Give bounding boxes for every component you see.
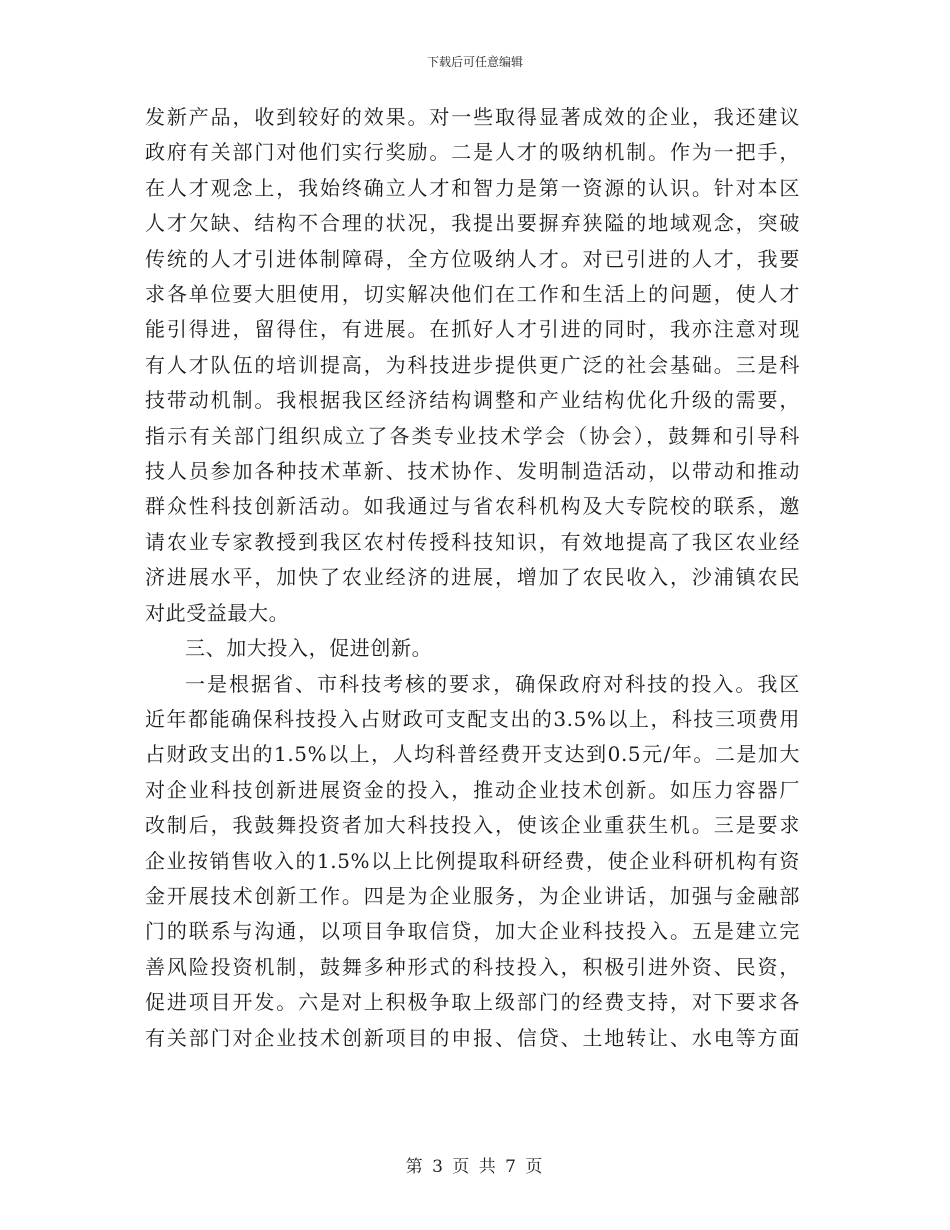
- paragraph: [145, 100, 800, 631]
- text-line: 群众性科技创新活动。如我通过与省农科机构及大专院校的联系，邀: [145, 494, 800, 519]
- text-line: 传统的人才引进体制障碍，全方位吸纳人才。对已引进的人才，我要: [145, 246, 800, 271]
- text-line: 人才欠缺、结构不合理的状况，我提出要摒弃狭隘的地域观念，突破: [145, 211, 800, 236]
- paragraph: [145, 631, 800, 666]
- text-line: 促进项目开发。六是对上积极争取上级部门的经费支持，对下要求各: [145, 990, 800, 1015]
- paragraph: [145, 667, 800, 1056]
- page-number: 第 3 页 共 7 页: [405, 1157, 545, 1177]
- text-line: 请农业专家教授到我区农村传授科技知识，有效地提高了我区农业经: [145, 529, 800, 554]
- text-line: 指示有关部门组织成立了各类专业技术学会（协会），鼓舞和引导科: [145, 423, 800, 448]
- text-line: 一是根据省、市科技考核的要求，确保政府对科技的投入。我区: [185, 671, 800, 696]
- document-body: [145, 100, 800, 1056]
- text-line: 有关部门对企业技术创新项目的申报、信贷、土地转让、水电等方面: [145, 1025, 800, 1050]
- text-line: 门的联系与沟通，以项目争取信贷，加大企业科技投入。五是建立完: [145, 919, 800, 944]
- text-line: 对此受益最大。: [145, 600, 290, 625]
- text-line: 在人才观念上，我始终确立人才和智力是第一资源的认识。针对本区: [145, 175, 800, 200]
- text-line: 技带动机制。我根据我区经济结构调整和产业结构优化升级的需要，: [145, 388, 800, 413]
- text-line: 济进展水平，加快了农业经济的进展，增加了农民收入，沙浦镇农民: [145, 565, 800, 590]
- text-line: 企业按销售收入的1.5%以上比例提取科研经费，使企业科研机构有资: [145, 848, 800, 873]
- text-line: 三、加大投入，促进创新。: [185, 636, 433, 661]
- text-line: 占财政支出的1.5%以上，人均科普经费开支达到0.5元/年。二是加大: [145, 742, 800, 767]
- text-line: 能引得进，留得住，有进展。在抓好人才引进的同时，我亦注意对现: [145, 317, 800, 342]
- text-line: 金开展技术创新工作。四是为企业服务，为企业讲话，加强与金融部: [145, 883, 800, 908]
- page-header: 下载后可任意编辑: [426, 55, 523, 69]
- text-line: 有人才队伍的培训提高，为科技进步提供更广泛的社会基础。三是科: [145, 352, 800, 377]
- text-line: 技人员参加各种技术革新、技术协作、发明制造活动，以带动和推动: [145, 459, 800, 484]
- text-line: 改制后，我鼓舞投资者加大科技投入，使该企业重获生机。三是要求: [145, 813, 800, 838]
- text-line: 政府有关部门对他们实行奖励。二是人才的吸纳机制。作为一把手，: [145, 140, 800, 165]
- text-line: 善风险投资机制，鼓舞多种形式的科技投入，积极引进外资、民资，: [145, 954, 800, 979]
- text-line: 近年都能确保科技投入占财政可支配支出的3.5%以上，科技三项费用: [145, 706, 800, 731]
- text-line: 发新产品，收到较好的效果。对一些取得显著成效的企业，我还建议: [145, 105, 800, 129]
- text-line: 对企业科技创新进展资金的投入，推动企业技术创新。如压力容器厂: [145, 777, 800, 802]
- text-line: 求各单位要大胆使用，切实解决他们在工作和生活上的问题，使人才: [145, 282, 800, 307]
